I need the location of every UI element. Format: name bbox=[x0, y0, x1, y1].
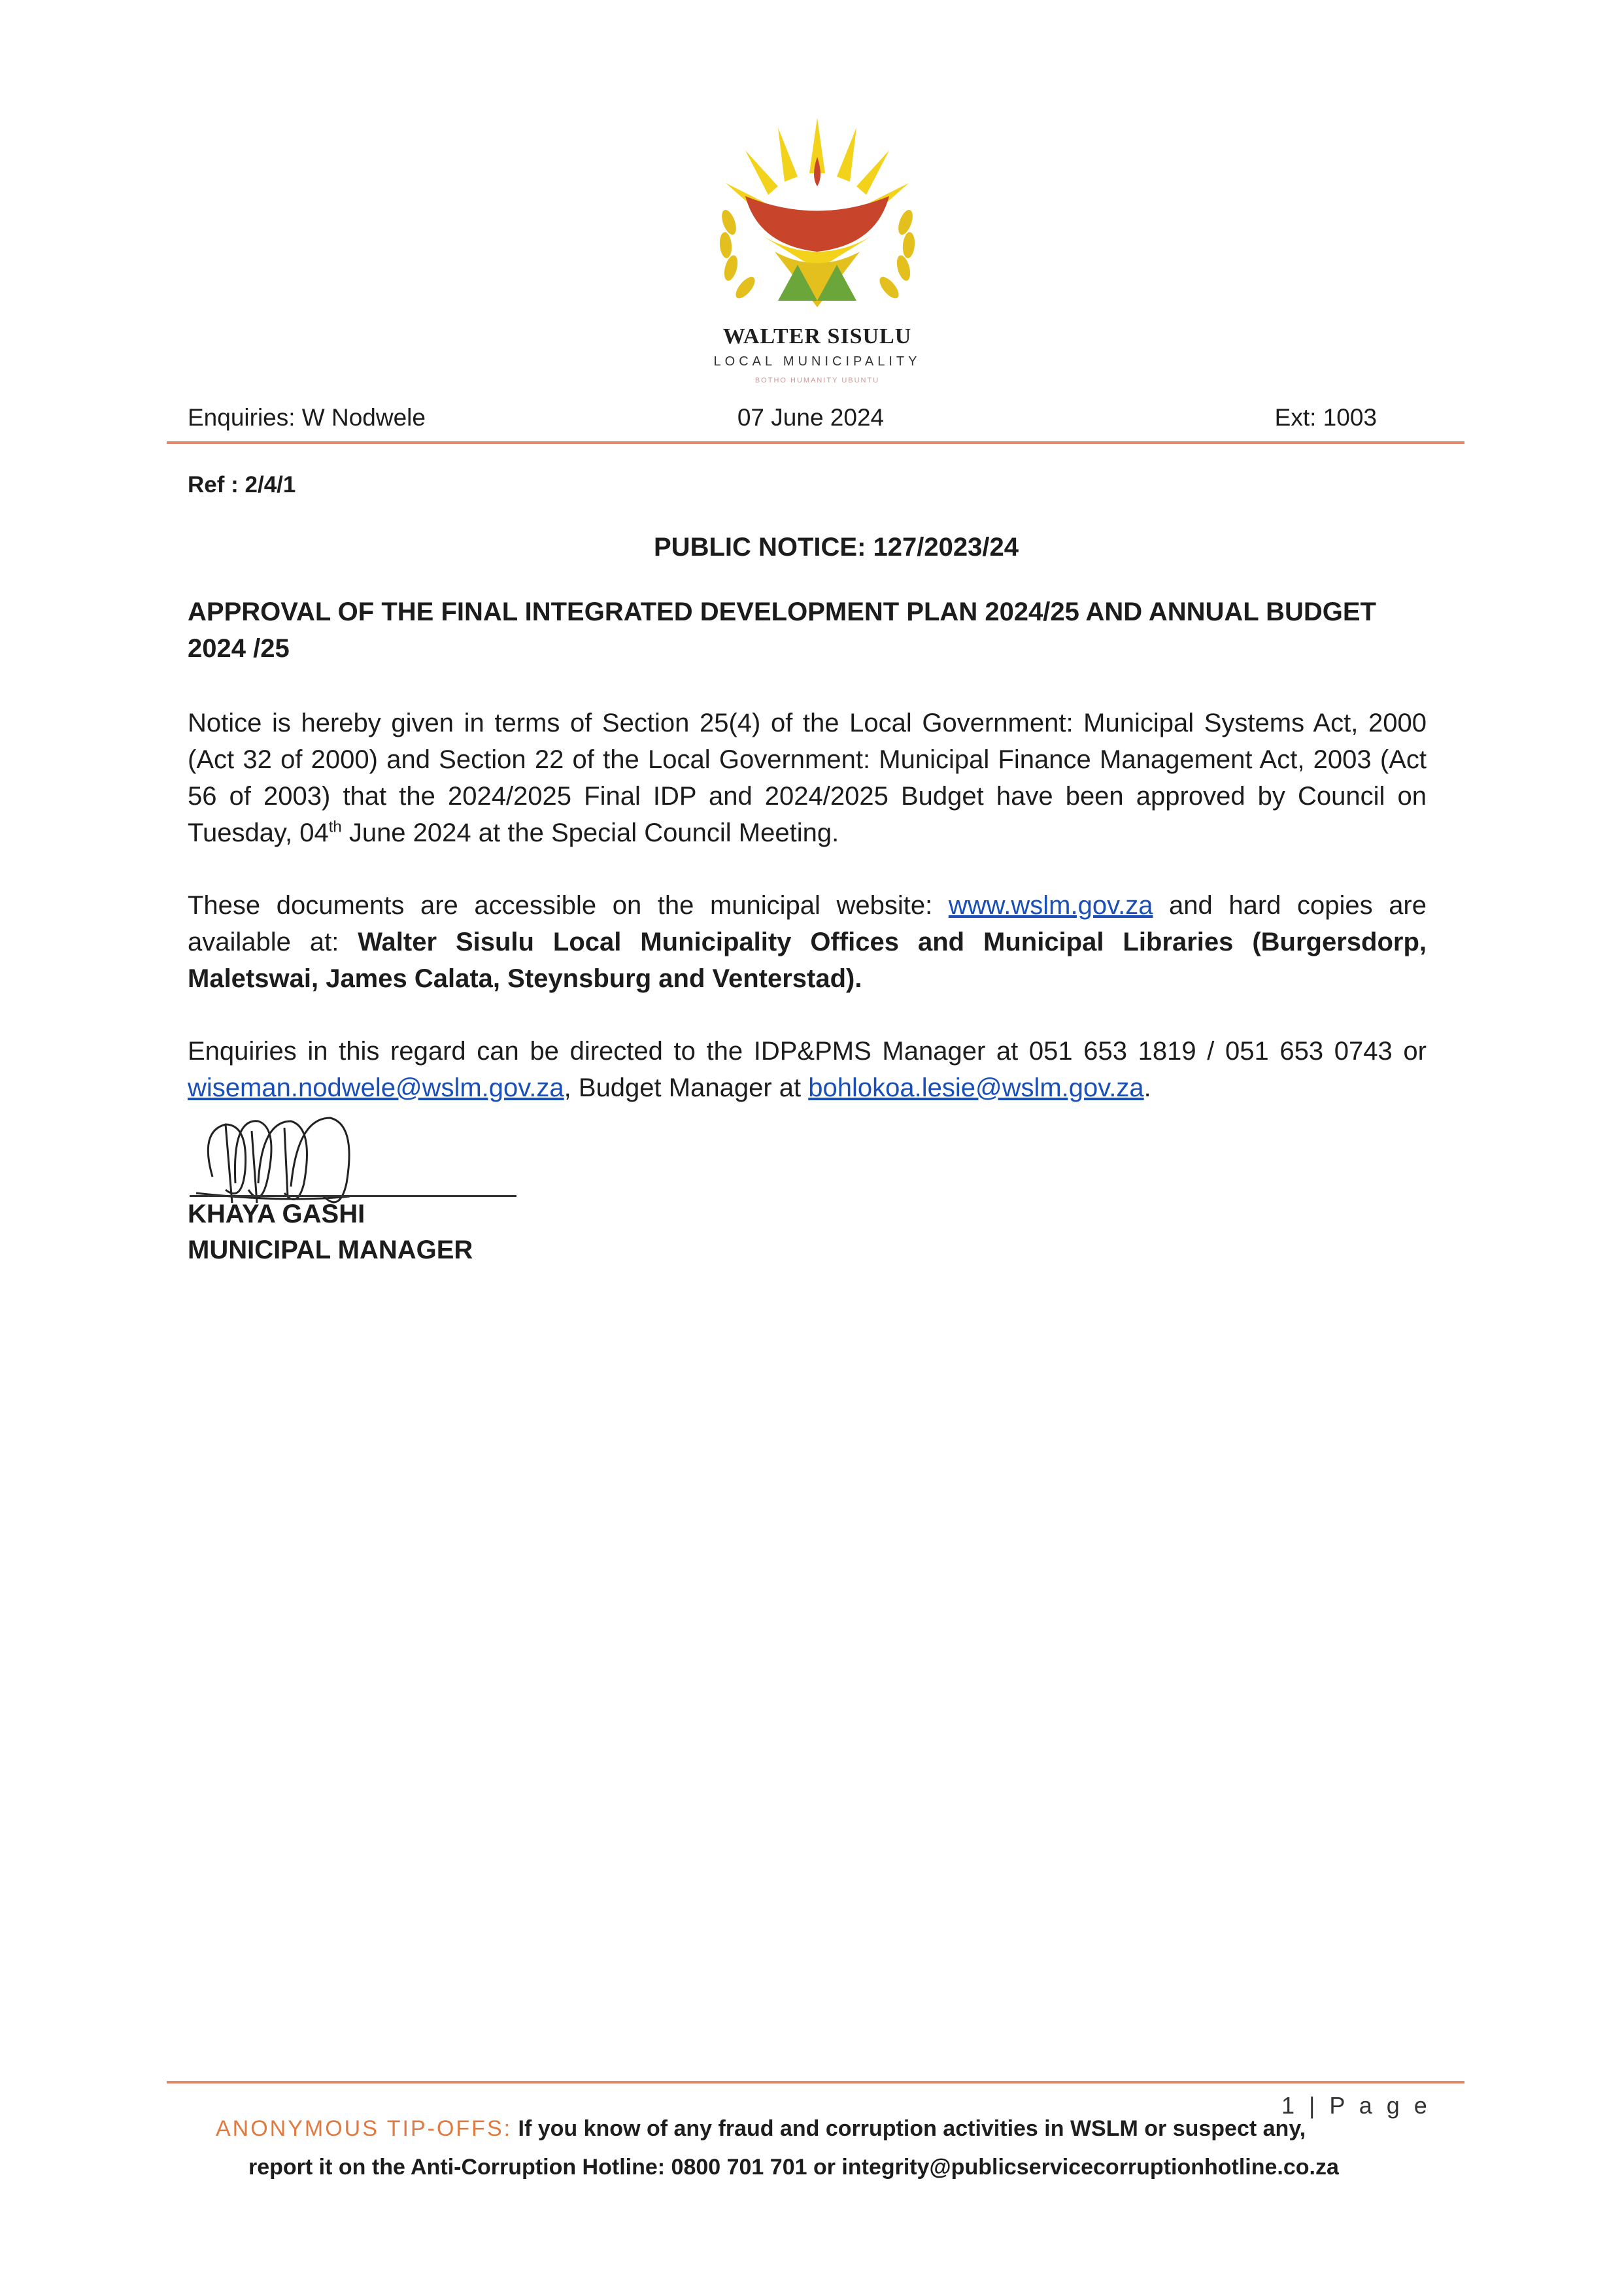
paragraph-enquiries bbox=[188, 1033, 1427, 1106]
page-number: 1 | P a g e bbox=[1281, 2092, 1431, 2119]
paragraph-text: . bbox=[1143, 1073, 1151, 1102]
logo-subtitle: LOCAL MUNICIPALITY bbox=[713, 354, 921, 369]
paragraph-notice bbox=[188, 705, 1427, 851]
paragraph-availability bbox=[188, 887, 1427, 997]
paragraph-text: Enquiries in this regard can be directed to the IDP&PMS Manager at 051 653 1819 / 051 653 0743 or bbox=[188, 1037, 1427, 1066]
extension-number: Ext: 1003 bbox=[1274, 404, 1377, 431]
notice-heading: APPROVAL OF THE FINAL INTEGRATED DEVELOPMENT PLAN 2024/25 AND ANNUAL BUDGET 2024 /25 bbox=[188, 598, 1376, 663]
logo-name: WALTER SISULU bbox=[722, 324, 912, 348]
tip-offs-label: ANONYMOUS TIP-OFFS: bbox=[216, 2116, 513, 2141]
municipality-logo bbox=[700, 111, 935, 333]
notice-title: PUBLIC NOTICE: 127/2023/24 bbox=[654, 533, 1019, 562]
logo-motto: BOTHO HUMANITY UBUNTU bbox=[754, 377, 880, 384]
reference-number: Ref : 2/4/1 bbox=[188, 472, 296, 498]
anti-corruption-notice bbox=[216, 2116, 1432, 2142]
paragraph-text: and hard copies are available at: bbox=[188, 891, 1427, 956]
document-date: 07 June 2024 bbox=[737, 404, 885, 431]
budget-email-link[interactable]: bohlokoa.lesie@wslm.gov.za bbox=[808, 1073, 1144, 1102]
locations-text: Walter Sisulu Local Municipality Offices and Municipal Libraries (Burgersdorp, Maletswai, James Calata, Steynsburg and Venterstad). bbox=[188, 928, 1427, 993]
paragraph-text: These documents are accessible on the municipal website: bbox=[188, 891, 949, 920]
paragraph-text: , Budget Manager at bbox=[564, 1073, 809, 1102]
signer-title: MUNICIPAL MANAGER bbox=[188, 1236, 473, 1264]
idp-email-link[interactable]: wiseman.nodwele@wslm.gov.za bbox=[188, 1073, 564, 1102]
header-divider bbox=[167, 441, 1464, 444]
website-link[interactable]: www.wslm.gov.za bbox=[948, 891, 1153, 920]
hotline-text: report it on the Anti-Corruption Hotline: 0800 701 701 or integrity@publicservicecorruptionhotline.co.za bbox=[248, 2155, 1339, 2180]
tip-offs-text: If you know of any fraud and corruption activities in WSLM or suspect any, bbox=[512, 2116, 1306, 2141]
signer-name: KHAYA GASHI bbox=[188, 1200, 365, 1228]
superscript-th: th bbox=[328, 818, 342, 836]
footer-divider bbox=[167, 2081, 1464, 2083]
paragraph-text: June 2024 at the Special Council Meeting. bbox=[341, 818, 839, 847]
enquiries-contact: Enquiries: W Nodwele bbox=[188, 404, 426, 431]
signature-line bbox=[190, 1195, 516, 1197]
paragraph-text: Notice is hereby given in terms of Section 25(4) of the Local Government: Municipal Systems Act, 2000 (Act 32 of 2000) and Section 22 of the Local Government: Municipal Finance Management Act, 2003 (Act 56 of 2003) that the 2024/2025 Final IDP and 2024/2025 Budget have been approved by Council on Tuesday, 04 bbox=[188, 709, 1427, 847]
